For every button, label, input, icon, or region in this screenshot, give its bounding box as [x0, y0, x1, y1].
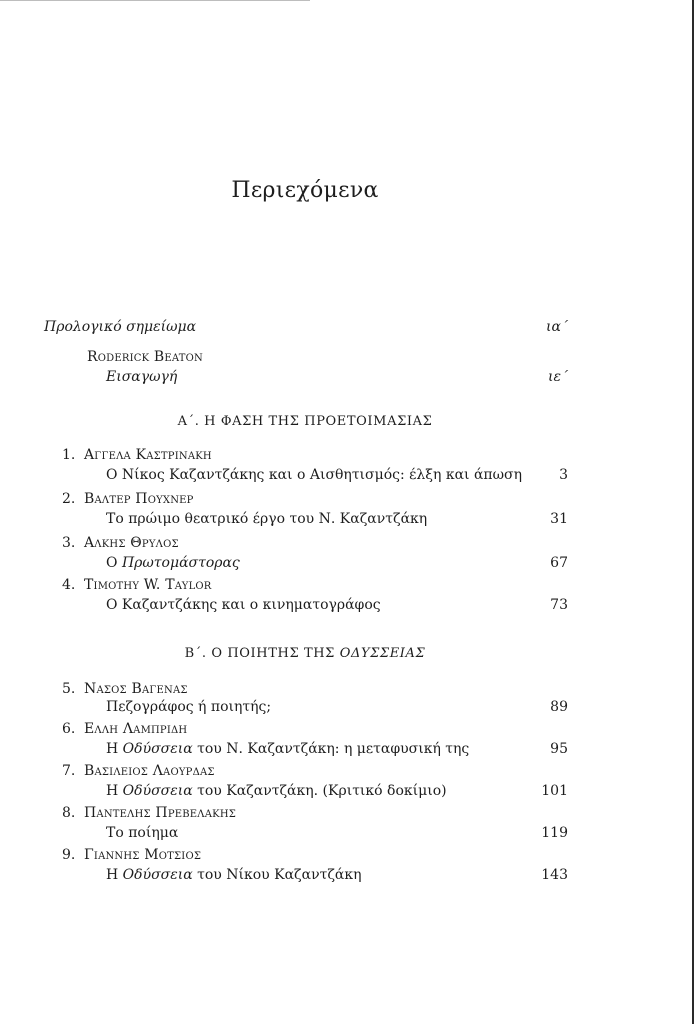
entry-number: 7. [62, 763, 76, 779]
entry-title [106, 554, 240, 572]
entry-author: Αγγελα Καστρινακη [84, 447, 212, 463]
entry-page: 3 [559, 467, 568, 483]
entry-author: Βασιλειος Λαουρδας [84, 763, 215, 779]
entry-author-row [62, 762, 215, 780]
entry-title [106, 510, 427, 528]
entry-title-italic: Οδύσσεια [122, 741, 193, 757]
entry-title-text: Ο [106, 555, 122, 571]
entry-number: 2. [62, 491, 76, 507]
entry-title-italic: Οδύσσεια [122, 867, 193, 883]
entry-author: Βαλτερ Πουχνερ [84, 491, 194, 507]
entry-author: Αλκης Θρυλος [84, 535, 179, 551]
entry-author-row [62, 446, 212, 464]
entry-author-row [62, 846, 201, 864]
entry-title-italic: Πρωτομάστορας [121, 555, 240, 571]
entry-author-row [62, 720, 187, 738]
entry-title [106, 740, 469, 758]
entry-author-row [62, 680, 188, 698]
entry-page: 143 [541, 867, 568, 883]
entry-number: 3. [62, 535, 76, 551]
entry-page: 95 [550, 741, 568, 757]
entry-title [106, 466, 522, 484]
prologue-label: Προλογικό σημείωμα [44, 319, 197, 335]
entry-title [106, 698, 271, 716]
entry-title [106, 596, 381, 614]
entry-page: 73 [550, 597, 568, 613]
entry-title-text: Ο Νίκος Καζαντζάκης και ο Αισθητισμός: έλξη και άπωση [106, 467, 522, 483]
page-title: Περιεχόμενα [231, 178, 379, 203]
entry-number: 5. [62, 681, 76, 697]
entry-author: Timothy W. Taylor [84, 577, 212, 593]
entry-title [106, 782, 447, 800]
entry-title-text: Ο Καζαντζάκης και ο κινηματογράφος [106, 597, 381, 613]
entry-page: 67 [550, 555, 568, 571]
scan-edge-top [0, 0, 310, 1]
entry-title-text-end: του Νίκου Καζαντζάκη [192, 867, 362, 883]
entry-page: 31 [550, 511, 568, 527]
prologue-page: ια΄ [546, 319, 568, 335]
section-b-prefix: Β΄. Ο ΠΟΙΗΤΗΣ ΤΗΣ [184, 646, 340, 661]
section-b-emph: ΟΔΥΣΣΕΙΑΣ [339, 646, 426, 661]
entry-title-text-end: του Καζαντζάκη. (Κριτικό δοκίμιο) [192, 783, 447, 799]
entry-author: Νασος Βαγενας [84, 681, 188, 697]
entry-author-row [62, 576, 212, 594]
entry-title [106, 866, 362, 884]
entry-title-text: Το πρώιμο θεατρικό έργο του Ν. Καζαντζάκη [106, 511, 428, 527]
entry-title-text: Η [106, 867, 123, 883]
entry-title-text-end: του Ν. Καζαντζάκη: η μεταφυσική της [192, 741, 470, 757]
entry-author: Παντελης Πρεβελακης [84, 805, 237, 821]
entry-title-italic: Οδύσσεια [122, 783, 193, 799]
entry-page: 89 [550, 699, 568, 715]
entry-number: 8. [62, 805, 76, 821]
section-b-heading [0, 646, 610, 661]
entry-number: 9. [62, 847, 76, 863]
entry-number: 1. [62, 447, 76, 463]
entry-author-row [62, 490, 194, 508]
entry-title-text: Το ποίημα [106, 825, 179, 841]
entry-number: 4. [62, 577, 76, 593]
entry-author-row [62, 534, 179, 552]
entry-author: Γιαννης Μοτσιος [84, 847, 202, 863]
entry-title-text: Η [106, 741, 123, 757]
entry-title-text: Πεζογράφος ή ποιητής; [106, 699, 272, 715]
intro-title: Εισαγωγή [106, 369, 178, 385]
entry-title [106, 824, 178, 842]
intro-page: ιε΄ [547, 369, 568, 385]
section-a-heading: Α΄. Η ΦΑΣΗ ΤΗΣ ΠΡΟΕΤΟΙΜΑΣΙΑΣ [177, 414, 433, 429]
entry-page: 101 [541, 783, 568, 799]
entry-page: 119 [541, 825, 568, 841]
entry-title-text: Η [106, 783, 123, 799]
entry-number: 6. [62, 721, 76, 737]
entry-author: Ελλη Λαμπριδη [84, 721, 188, 737]
intro-author: Roderick Beaton [87, 349, 203, 365]
entry-author-row [62, 804, 236, 822]
